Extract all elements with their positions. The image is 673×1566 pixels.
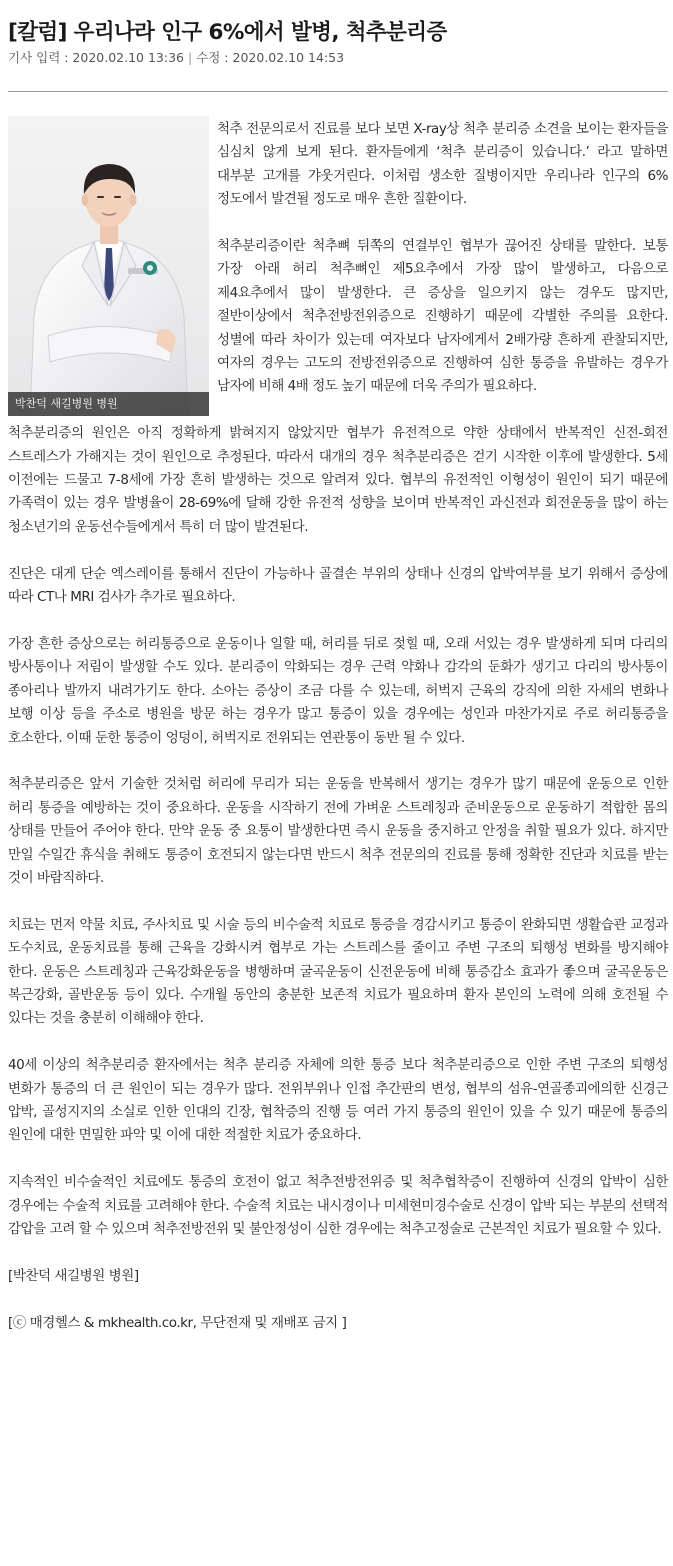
photo-float-spacer <box>8 118 217 422</box>
title-divider <box>8 91 668 92</box>
paragraph: 척추분리증이란 척추뼈 뒤쪽의 연결부인 협부가 끊어진 상태를 말한다. 보통 가장 아래 허리 척추뼈인 제5요추에서 가장 많이 발생하고, 다음으로 제4요추에서 많이 발생한다. 큰 증상을 일으키지 않는 경우도 많지만, 절반이상에서 척추전방전위증으로 진행하기 때문에 각별한 주의를 요한다. 성별에 따라 차이가 있는데 여자보다 남자에게서 2배가량 흔하게 관찰되지만, 여자의 경우는 고도의 전방전위증으로 진행하여 심한 통증을 유발하는 경우가 남자에 비해 4배 정도 높기 때문에 더욱 주의가 필요하다. <box>217 238 668 395</box>
paragraph: 40세 이상의 척추분리증 환자에서는 척추 분리증 자체에 의한 통증 보다 척추분리증으로 인한 주변 구조의 퇴행성 변화가 통증의 더 큰 원인이 되는 경우가 많다. 전위부위나 인접 추간판의 변성, 협부의 섬유-연골종괴에의한 신경근 압박, 골성지지의 소실로 인한 인대의 긴장, 협착증의 진행 등 여러 가지 통증의 원인이 있을 수 있기 때문에 통증의 원인에 대한 면밀한 파악 및 이에 대한 적절한 치료가 중요하다. <box>8 1057 668 1144</box>
article-meta <box>8 48 344 66</box>
photo-caption: 박찬덕 새길병원 병원 <box>8 392 209 416</box>
paragraph: 척추 전문의로서 진료를 보다 보면 X-ray상 척추 분리증 소견을 보이는 환자들을 심심치 않게 보게 된다. 환자들에게 ‘척추 분리증이 있습니다.’ 라고 말하면 대부분 고개를 갸웃거린다. 이처럼 생소한 질병이지만 우리나라 인구의 6% 정도에서 발견될 정도로 매우 흔한 질환이다. <box>217 121 668 208</box>
article-body <box>8 118 668 1358</box>
paragraph: 척추분리증의 원인은 아직 정확하게 밝혀지지 않았지만 협부가 유전적으로 약한 상태에서 반복적인 신전-회전 스트레스가 가해지는 것이 원인으로 추정된다. 따라서 대개의 경우 척추분리증은 걷기 시작한 이후에 발생한다. 5세 이전에는 드물고 7-8세에 가장 흔히 발생하는 것으로 알려져 있다. 협부의 유전적인 이형성이 원인이 되기 때문에 가족력이 있는 경우 발병율이 28-69%에 달해 강한 유전적 성향을 보이며 반복적인 과신전과 회전운동을 많이 하는 청소년기의 운동선수들에게서 특히 더 많이 발견된다. <box>8 425 668 535</box>
paragraph: 척추분리증은 앞서 기술한 것처럼 허리에 무리가 되는 운동을 반복해서 생기는 경우가 많기 때문에 운동으로 인한 허리 통증을 예방하는 것이 중요하다. 운동을 시작하기 전에 가벼운 스트레칭과 준비운동으로 운동하기 적합한 몸의 상태를 만들어 주어야 한다. 만약 운동 중 요통이 발생한다면 즉시 운동을 중지하고 안정을 취할 필요가 있다. 하지만 만일 수일간 휴식을 취해도 통증이 호전되지 않는다면 반드시 척추 전문의의 진료를 통해 정확한 진단과 치료를 받는 것이 바람직하다. <box>8 776 668 886</box>
article-title: [칼럼] 우리나라 인구 6%에서 발병, 척추분리증 <box>8 20 447 46</box>
paragraph: 진단은 대게 단순 엑스레이를 통해서 진단이 가능하나 골결손 부위의 상태나 신경의 압박여부를 보기 위해서 증상에 따라 CT나 MRI 검사가 추가로 필요하다. <box>8 565 668 606</box>
meta-separator: | <box>187 50 193 65</box>
author-byline: [박찬덕 새길병원 병원] <box>8 1267 139 1284</box>
paragraph: 치료는 먼저 약물 치료, 주사치료 및 시술 등의 비수술적 치료로 통증을 경감시키고 통증이 완화되면 생활습관 교정과 도수치료, 운동치료를 통해 근육을 강화시켜 협부로 가는 스트레스를 줄이고 주변 구조의 퇴행성 변화를 방지해야 한다. 운동은 스트레칭과 근육강화운동을 병행하며 굴곡운동이 신전운동에 비해 통증감소 효과가 좋으며 굴곡운동은 복근강화, 골반운동 등이 있다. 수개월 동안의 충분한 보존적 치료가 필요하며 환자 본인의 노력에 의해 호전될 수 있다는 것을 충분히 이해해야 한다. <box>8 916 668 1027</box>
published-date: 기사 입력 : 2020.02.10 13:36 <box>8 50 184 65</box>
paragraph: 지속적인 비수술적인 치료에도 통증의 호전이 없고 척추전방전위증 및 척추협착증이 진행하여 신경의 압박이 심한 경우에는 수술적 치료를 고려해야 한다. 수술적 치료는 내시경이나 미세현미경수술로 신경이 압박 되는 부분의 선택적 감압을 고려 할 수 있으며 척추전방전위 및 불안정성이 심한 경우에는 척추고정술로 근본적인 치료가 필요할 수 있다. <box>8 1174 668 1237</box>
modified-date: 수정 : 2020.02.10 14:53 <box>196 50 345 65</box>
paragraph: 가장 흔한 증상으로는 허리통증으로 운동이나 일할 때, 허리를 뒤로 젖힐 때, 오래 서있는 경우 발생하게 되며 다리의 방사통이나 저림이 발생할 수도 있다. 분리증이 악화되는 경우 근력 약화나 감각의 둔화가 생기고 다리의 방사통이 종아리나 발까지 내려가기도 한다. 소아는 증상이 조금 다를 수 있는데, 허벅지 근육의 강직에 의한 자세의 변화나 보행 이상 등을 주소로 병원을 방문 하는 경우가 많고 통증이 있을 경우에는 성인과 마찬가지로 주로 허리통증을 호소한다. 이때 둔한 통증이 엉덩이, 허벅지로 전위되는 연관통이 동반 될 수 있다. <box>8 635 668 746</box>
copyright-notice: [ⓒ 매경헬스 & mkhealth.co.kr, 무단전재 및 재배포 금지 ] <box>8 1314 347 1331</box>
